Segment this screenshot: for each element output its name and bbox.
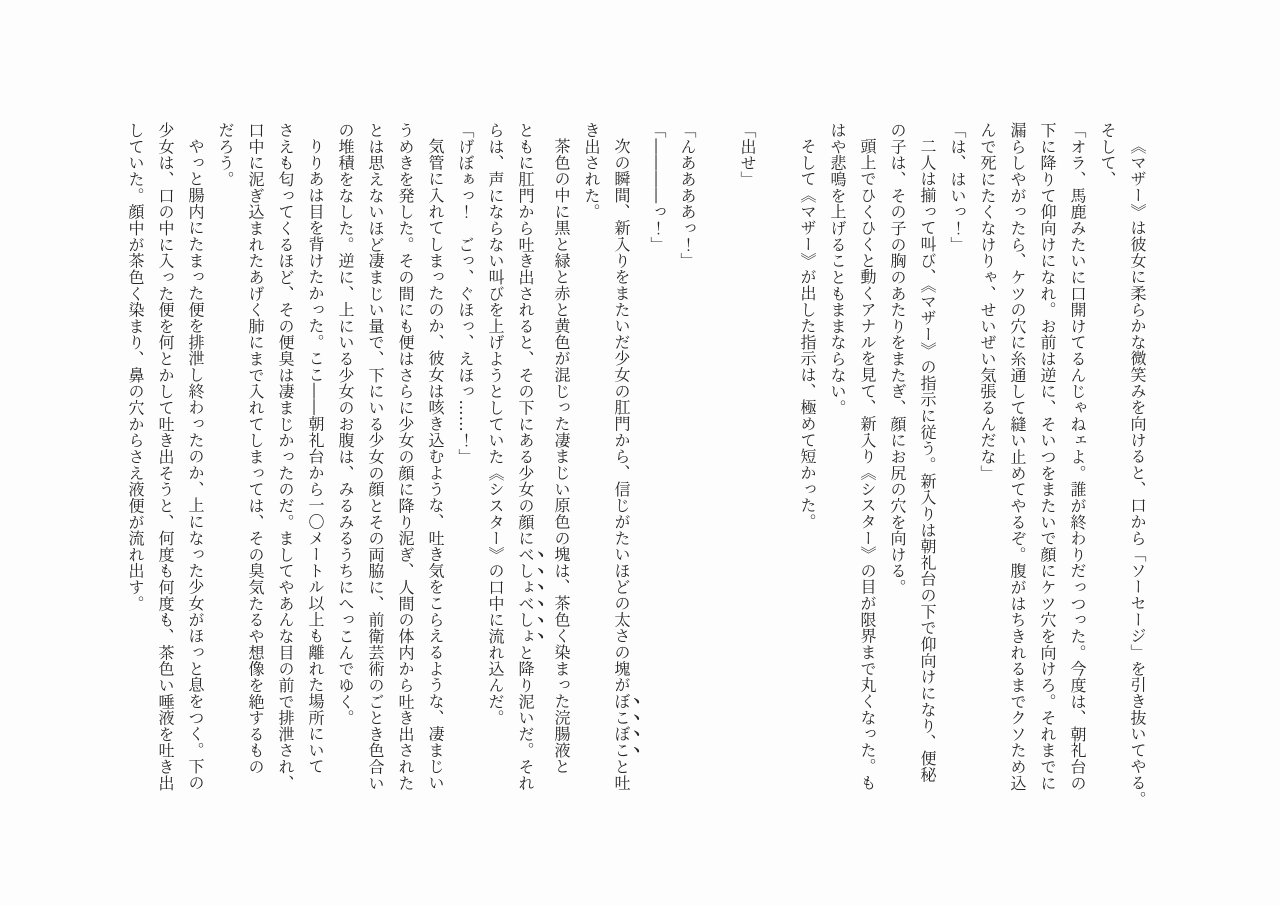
text-line: 少女は、口の中に入った便を何とかして吐き出そうと、何度も何度も、茶色い唾液を吐き出	[156, 122, 175, 792]
text-line: していた。顔中が茶色く染まり、鼻の穴からさえ液便が流れ出す。	[126, 122, 145, 612]
text-line: 次の瞬間、新入りをまたいだ少女の肛門から、信じがたいほどの太さの塊がぼこぼこと吐	[612, 138, 631, 791]
dialogue-line: 「は、はいっ！」	[948, 122, 967, 253]
text-line: りりあは目を背けたかった。ここ――朝礼台から一〇メートル以上も離れた場所にいて	[306, 138, 325, 775]
text-line: うめきを発した。その間にも便はさらに少女の顔に降り泥ぎ、人間の体内から吐き出された	[396, 122, 415, 792]
text-line: 茶色の中に黒と緑と赤と黄色が混じった凄まじい原色の塊は、茶色く染まった浣腸液と	[552, 138, 571, 775]
blank-line	[702, 122, 732, 798]
text-line: 口中に泥ぎ込まれたあげく肺にまで入れてしまっては、その臭気たるや想像を絶するもの	[246, 122, 265, 775]
dialogue-line: 漏らしやがったら、ケツの穴に糸通して縫い止めてやるぞ。腹がはちきれるまでクソため込	[1008, 122, 1027, 792]
text-line: だろう。	[216, 122, 235, 188]
text-line: の堆積をなした。逆に、上にいる少女のお腹は、みるみるうちにへっこんでゆく。	[336, 122, 355, 726]
dialogue-line: 「――――っ！」	[648, 122, 667, 253]
text-line: 《マザー》は彼女に柔らかな微笑みを向けると、口から「ソーセージ」を引き抜いてやる。	[1128, 138, 1147, 808]
dialogue-line: んで死にたくなけりゃ、せいぜい気張るんだな」	[978, 122, 997, 482]
text-line: らは、声にならない叫びを上げようとしていた《シスター》の口中に流れ込んだ。	[486, 122, 505, 726]
emphasized-text: ぼこぼこ	[612, 692, 631, 759]
novel-page	[120, 122, 1152, 808]
dialogue-line: 下に降りて仰向けになれ。お前は逆に、そいつをまたいで顔にケツ穴を向けろ。それまでに	[1038, 122, 1057, 792]
text-line: ともに肛門から吐き出されると、その下にある少女の顔にべしょべしょと降り泥いだ。それ	[516, 122, 535, 792]
blank-line	[762, 122, 792, 798]
text-line: とは思えないほど凄まじい量で、下にいる少女の顔とその両脇に、前衛芸術のごとき色合い	[366, 122, 385, 792]
text-line: やっと腸内にたまった便を排泄し終わったのか、上になった少女がほっと息をつく。下の	[186, 138, 205, 791]
text-line: そして《マザー》が出した指示は、極めて短かった。	[798, 138, 817, 530]
text-line: そして、	[1098, 122, 1117, 188]
text-line: 気管に入れてしまったのか、彼女は咳き込むような、吐き気をこらえるような、凄まじい	[426, 138, 445, 791]
text-line: 二人は揃って叫び、《マザー》の指示に従う。新入りは朝礼台の下で仰向けになり、便秘	[918, 138, 937, 783]
text-line: はや悲鳴を上げることもままならない。	[828, 122, 847, 416]
dialogue-line: 「んああああっ！」	[678, 122, 697, 269]
dialogue-line: 「出せ」	[738, 122, 757, 188]
text-line: さえも匂ってくるほど、その便臭は凄まじかったのだ。ましてやあんな目の前で排泄され、	[276, 122, 295, 792]
dialogue-line: 「げぼぁっ！ ごっ、ぐほっ、えほっ……！」	[456, 122, 475, 465]
text-line: の子は、その子の胸のあたりをまたぎ、顔にお尻の穴を向ける。	[888, 122, 907, 596]
dialogue-line: 「オラ、馬鹿みたいに口開けてるんじゃねェよ。誰が終わりだっつった。今度は、朝礼台の	[1068, 122, 1087, 792]
text-line: き出された。	[582, 122, 601, 220]
text-line: 頭上でひくひくと動くアナルを見て、新入り《シスター》の目が限界まで丸くなった。も	[858, 138, 877, 791]
emphasized-text: べしょべしょ	[516, 546, 535, 645]
